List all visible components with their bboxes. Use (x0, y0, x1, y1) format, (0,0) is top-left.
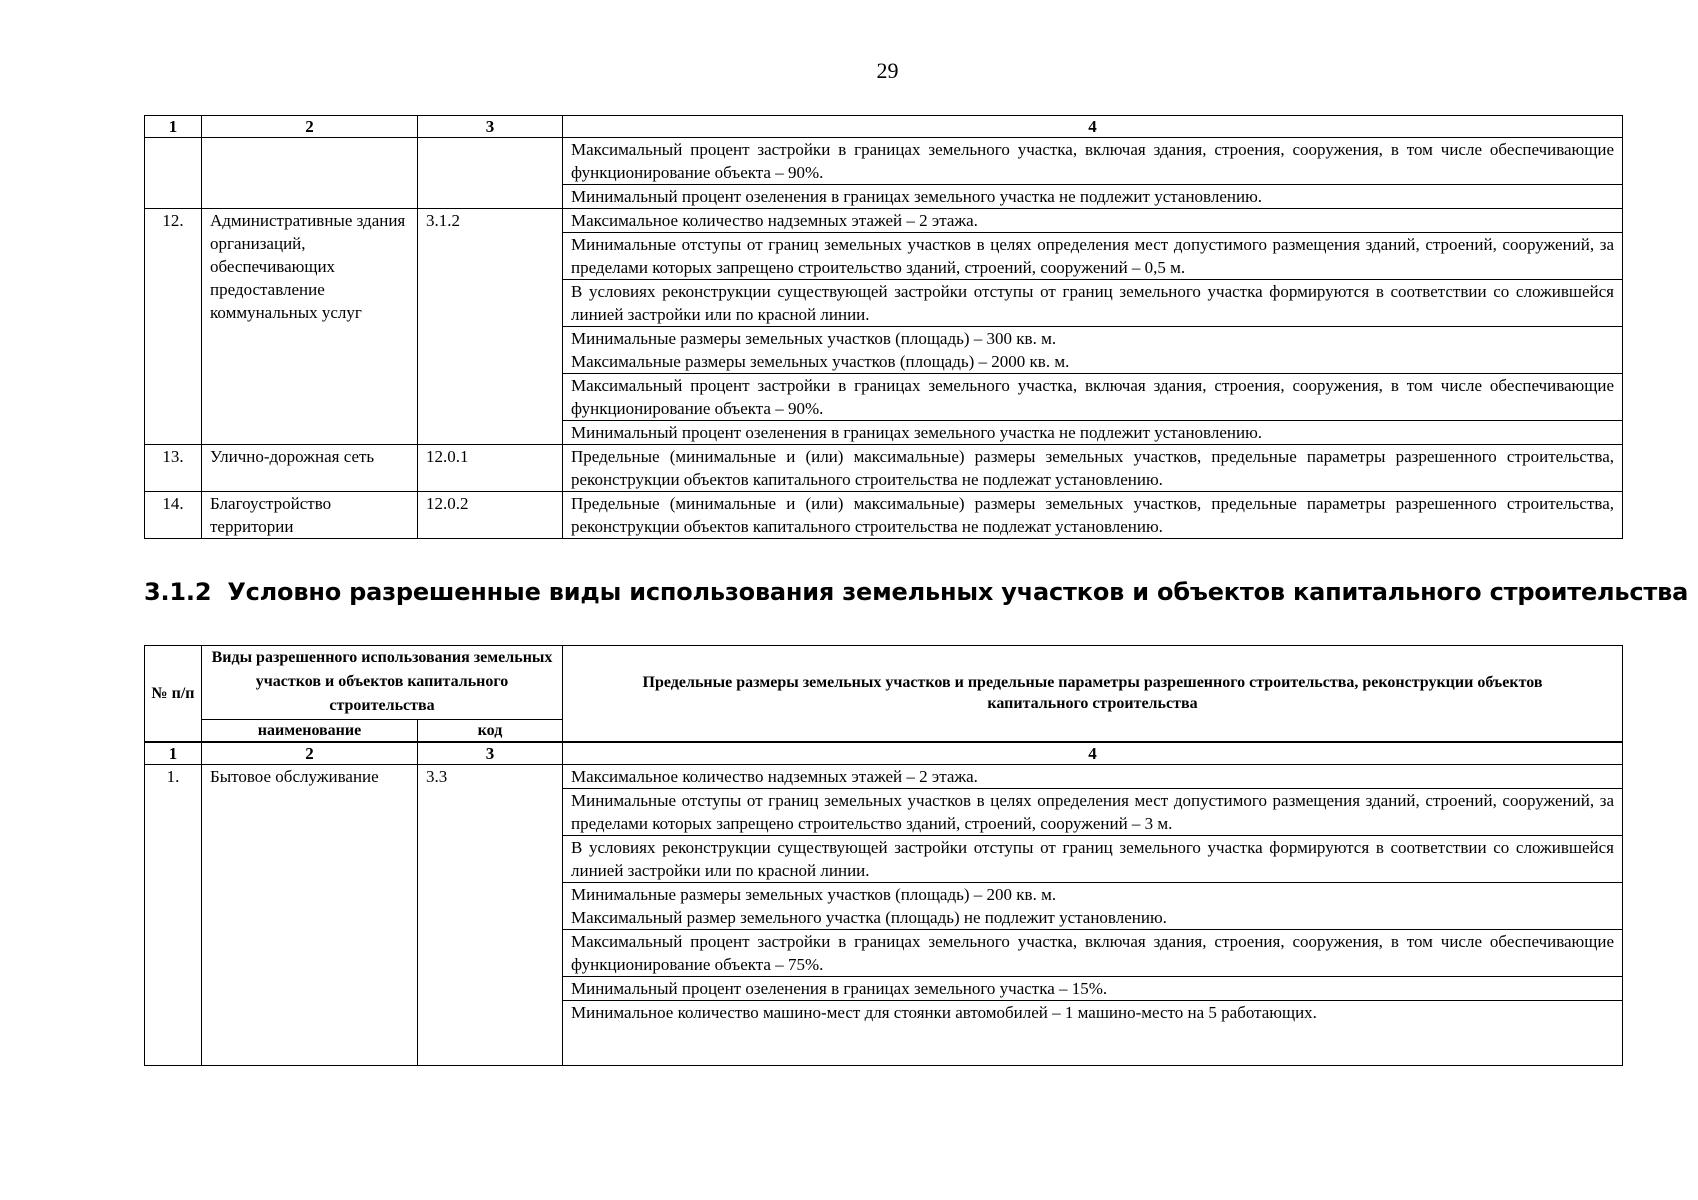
column-numbers-row (145, 743, 1623, 765)
row-number-cell: 1. (145, 765, 202, 1066)
column-number: 2 (202, 116, 418, 138)
row-name-cell: Административные здания организаций, обеспечивающих предоставление коммунальных услуг (202, 209, 418, 445)
row-code-cell: 12.0.2 (418, 492, 563, 539)
header-name: наименование (202, 719, 418, 741)
param-cell: Минимальный процент озеленения в границах земельного участка не подлежит установлению. (563, 421, 1623, 445)
row-code-cell: 12.0.1 (418, 445, 563, 492)
row-name-cell: Благоустройство территории (202, 492, 418, 539)
header-code: код (418, 719, 563, 741)
param-cell: Максимальное количество надземных этажей – 2 этажа. (563, 765, 1623, 789)
section-heading (144, 578, 1698, 606)
param-cell: Минимальный процент озеленения в границах земельного участка – 15%. (563, 977, 1623, 1001)
param-line: Минимальные размеры земельных участков (площадь) – 300 кв. м. (571, 329, 1057, 348)
column-number: 1 (145, 743, 202, 765)
param-cell: В условиях реконструкции существующей застройки отступы от границ земельного участка формируются в соответствии со сложившейся линией застройки или по красной линии. (563, 280, 1623, 327)
table-row (145, 209, 1623, 233)
conditional-uses-table (144, 645, 1623, 1066)
param-line: Максимальные размеры земельных участков (площадь) – 2000 кв. м. (571, 352, 1070, 371)
column-number: 4 (563, 116, 1623, 138)
row-number-cell (145, 138, 202, 209)
column-number: 2 (202, 743, 418, 765)
column-number: 1 (145, 116, 202, 138)
param-cell: Максимальный процент застройки в границах земельного участка, включая здания, строения, сооружения, в том числе обеспечивающие функционирование объекта – 75%. (563, 930, 1623, 977)
header-types-group: Виды разрешенного использования земельных участков и объектов капитального строительства (202, 646, 563, 720)
param-cell (563, 327, 1623, 374)
param-cell: Минимальное количество машино-мест для стоянки автомобилей – 1 машино-место на 5 работающих. (563, 1001, 1623, 1066)
header-row (145, 646, 1623, 720)
header-num: № п/п (145, 646, 202, 742)
param-cell: Предельные (минимальные и (или) максимальные) размеры земельных участков, предельные параметры разрешенного строительства, реконструкции объектов капитального строительства не подлежат установлению. (563, 445, 1623, 492)
table-row (145, 492, 1623, 539)
section-number: 3.1.2 (144, 578, 212, 606)
param-cell: Максимальный процент застройки в границах земельного участка, включая здания, строения, сооружения, в том числе обеспечивающие функционирование объекта – 90%. (563, 374, 1623, 421)
column-number: 3 (418, 743, 563, 765)
column-number: 3 (418, 116, 563, 138)
param-line: Максимальный размер земельного участка (площадь) не подлежит установлению. (571, 908, 1167, 927)
param-cell (563, 883, 1623, 930)
row-number-cell: 13. (145, 445, 202, 492)
column-number: 4 (563, 743, 1623, 765)
row-name-cell: Бытовое обслуживание (202, 765, 418, 1066)
row-code-cell (418, 138, 563, 209)
param-cell: В условиях реконструкции существующей застройки отступы от границ земельного участка формируются в соответствии со сложившейся линией застройки или по красной линии. (563, 836, 1623, 883)
row-name-cell: Улично-дорожная сеть (202, 445, 418, 492)
row-code-cell: 3.1.2 (418, 209, 563, 445)
param-cell: Предельные (минимальные и (или) максимальные) размеры земельных участков, предельные параметры разрешенного строительства, реконструкции объектов капитального строительства не подлежат установлению. (563, 492, 1623, 539)
top-table (144, 115, 1623, 539)
table-row (145, 765, 1623, 789)
table-row (145, 445, 1623, 492)
param-cell: Минимальные отступы от границ земельных участков в целях определения мест допустимого размещения зданий, строений, сооружений, за пределами которых запрещено строительство зданий, строений, сооружений – 3 м. (563, 789, 1623, 836)
column-numbers-row (145, 116, 1623, 138)
param-cell: Минимальные отступы от границ земельных участков в целях определения мест допустимого размещения зданий, строений, сооружений, за пределами которых запрещено строительство зданий, строений, сооружений – 0,5 м. (563, 233, 1623, 280)
section-title: Условно разрешенные виды использования земельных участков и объектов капитального строительства (227, 578, 1689, 606)
param-line: Минимальные размеры земельных участков (площадь) – 200 кв. м. (571, 885, 1057, 904)
page-number: 29 (876, 58, 899, 83)
row-name-cell (202, 138, 418, 209)
row-number-cell: 14. (145, 492, 202, 539)
row-code-cell: 3.3 (418, 765, 563, 1066)
row-number-cell: 12. (145, 209, 202, 445)
param-cell: Максимальное количество надземных этажей – 2 этажа. (563, 209, 1623, 233)
param-cell: Максимальный процент застройки в границах земельного участка, включая здания, строения, сооружения, в том числе обеспечивающие функционирование объекта – 90%. (563, 138, 1623, 185)
header-params: Предельные размеры земельных участков и предельные параметры разрешенного строительства, реконструкции объектов капитального строительства (563, 646, 1623, 742)
param-cell: Минимальный процент озеленения в границах земельного участка не подлежит установлению. (563, 185, 1623, 209)
table-row (145, 138, 1623, 185)
